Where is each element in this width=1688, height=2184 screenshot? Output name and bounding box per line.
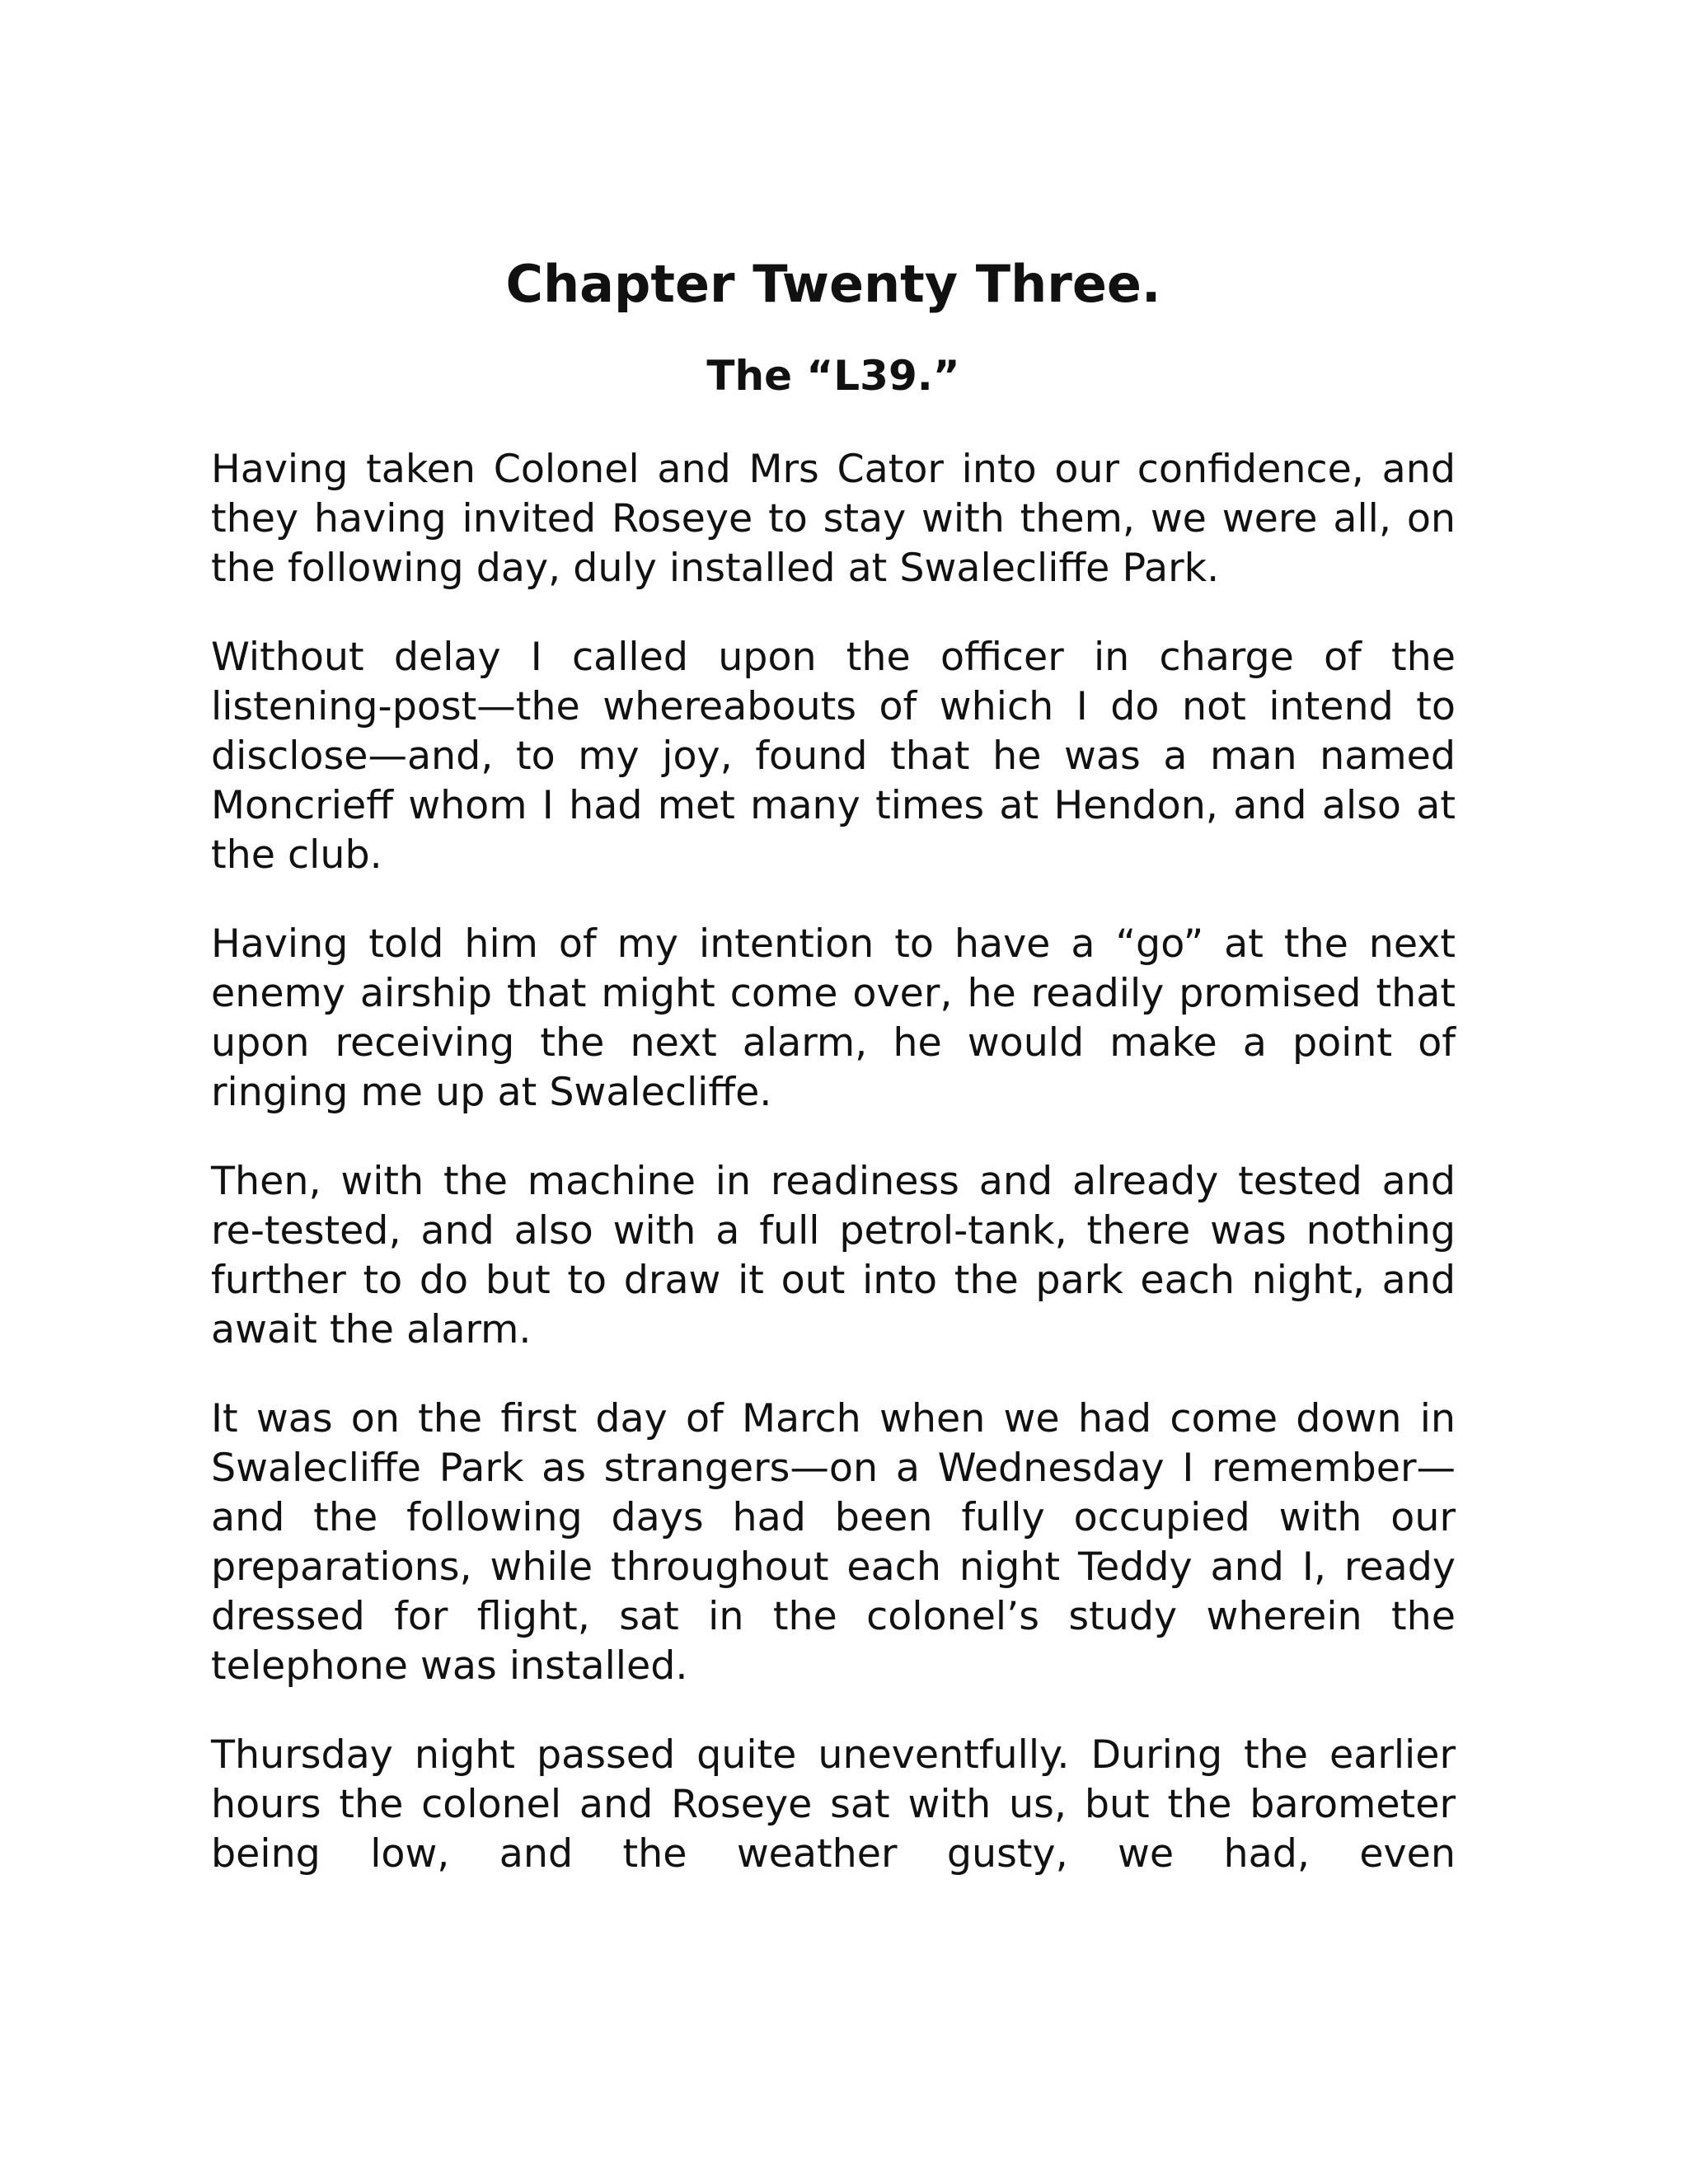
paragraph: Having taken Colonel and Mrs Cator into our confidence, and they having invited Roseye to stay with them, we were all, on the following day, duly installed at Swalecliffe Park. <box>211 447 1456 591</box>
paragraph: Thursday night passed quite uneventfully. During the earlier hours the colonel and Roseye sat with us, but the barometer being low, and the weather gusty, we had, even <box>211 1732 1456 1877</box>
document-page <box>211 247 1456 1919</box>
paragraph: Without delay I called upon the officer in charge of the listening-post—the whereabouts of which I do not intend to disclose—and, to my joy, found that he was a man named Moncrieff whom I had met many times at Hendon, and also at the club. <box>211 635 1456 878</box>
paragraph: It was on the first day of March when we had come down in Swalecliffe Park as strangers—on a Wednesday I remember—and the following days had been fully occupied with our preparations, while throughout each night Teddy and I, ready dressed for flight, sat in the colonel’s study wherein the telephone was installed. <box>211 1396 1456 1689</box>
chapter-title: Chapter Twenty Three. <box>505 254 1161 314</box>
paragraph: Then, with the machine in readiness and already tested and re-tested, and also with a full petrol-tank, there was nothing further to do but to draw it out into the park each night, and await the alarm. <box>211 1159 1456 1352</box>
chapter-body <box>211 445 1456 1879</box>
paragraph: Having told him of my intention to have a “go” at the next enemy airship that might come over, he readily promised that upon receiving the next alarm, he would make a point of ringing me up at Swalecliffe. <box>211 921 1456 1115</box>
chapter-subtitle: The “L39.” <box>706 352 960 400</box>
